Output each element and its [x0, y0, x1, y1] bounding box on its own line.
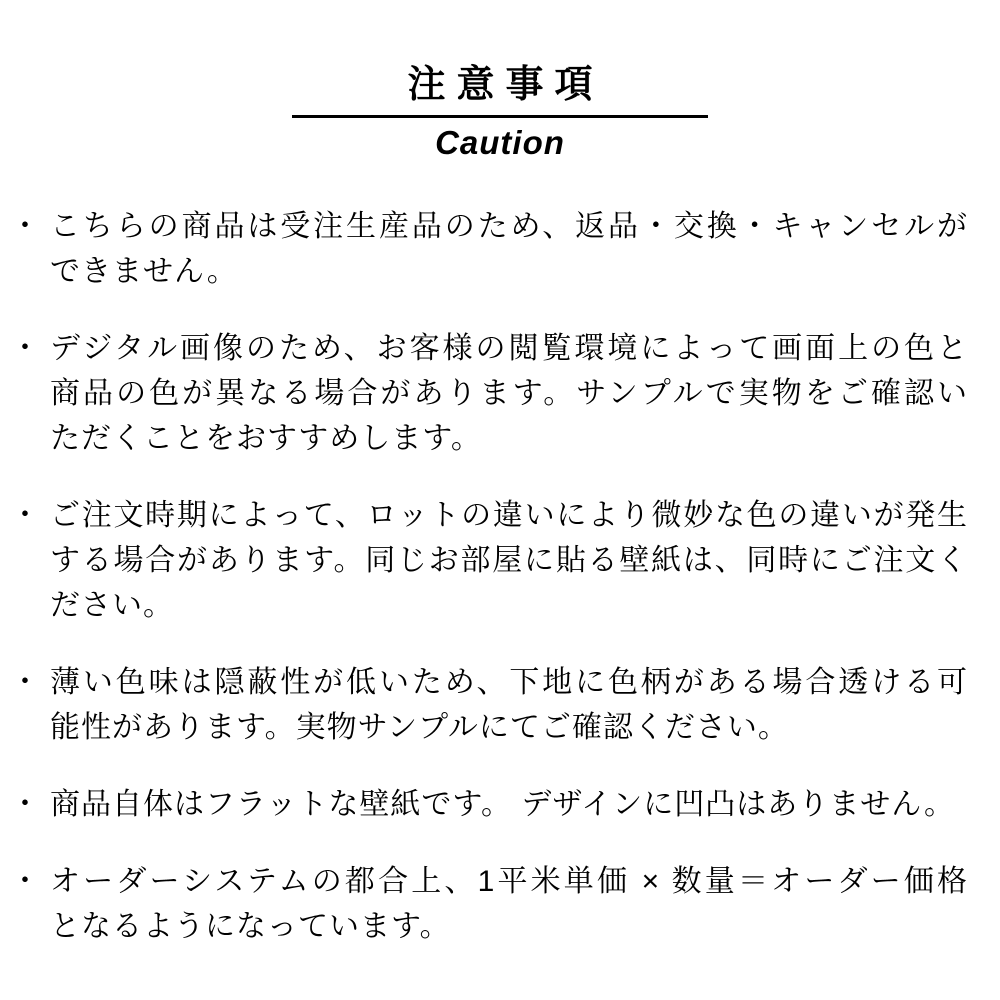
bullet-icon: ・	[10, 210, 40, 243]
caution-item	[10, 326, 1000, 461]
note-line: する場合があります。同じお部屋に貼る壁紙は、同時にご注文く	[50, 544, 968, 577]
note-line: デジタル画像のため、お客様の閲覧環境によって画面上の色と	[50, 332, 968, 365]
note-line: できません。	[50, 255, 238, 288]
note-text	[50, 493, 968, 628]
bullet-icon: ・	[10, 865, 40, 898]
note-line: 商品の色が異なる場合があります。サンプルで実物をご確認い	[50, 377, 968, 410]
title-underline	[292, 115, 708, 118]
note-line: ただくことをおすすめします。	[50, 422, 482, 455]
bullet-icon: ・	[10, 332, 40, 365]
note-line: オーダーシステムの都合上、1平米単価 × 数量＝オーダー価格	[50, 865, 968, 898]
note-text	[50, 859, 968, 949]
note-text	[50, 782, 968, 827]
bullet-icon: ・	[10, 499, 40, 532]
page-subtitle: Caution	[435, 124, 565, 161]
bullet-icon: ・	[10, 666, 40, 699]
caution-list	[0, 204, 1000, 949]
bullet-icon: ・	[10, 788, 40, 821]
note-text	[50, 660, 968, 750]
note-text	[50, 326, 968, 461]
note-line: ださい。	[50, 589, 174, 622]
note-line: 商品自体はフラットな壁紙です。 デザインに凹凸はありません。	[50, 788, 956, 821]
note-line: 薄い色味は隠蔽性が低いため、下地に色柄がある場合透ける可	[50, 666, 968, 699]
caution-item	[10, 660, 1000, 750]
caution-item	[10, 859, 1000, 949]
note-line: ご注文時期によって、ロットの違いにより微妙な色の違いが発生	[50, 499, 968, 532]
caution-item	[10, 782, 1000, 827]
note-line: となるようになっています。	[50, 910, 451, 943]
caution-item	[10, 493, 1000, 628]
caution-header	[0, 0, 1000, 162]
note-text	[50, 204, 968, 294]
caution-item	[10, 204, 1000, 294]
note-line: 能性があります。実物サンプルにてご確認ください。	[50, 711, 789, 744]
page-title: 注意事項	[407, 64, 604, 106]
note-line: こちらの商品は受注生産品のため、返品・交換・キャンセルが	[50, 210, 968, 243]
